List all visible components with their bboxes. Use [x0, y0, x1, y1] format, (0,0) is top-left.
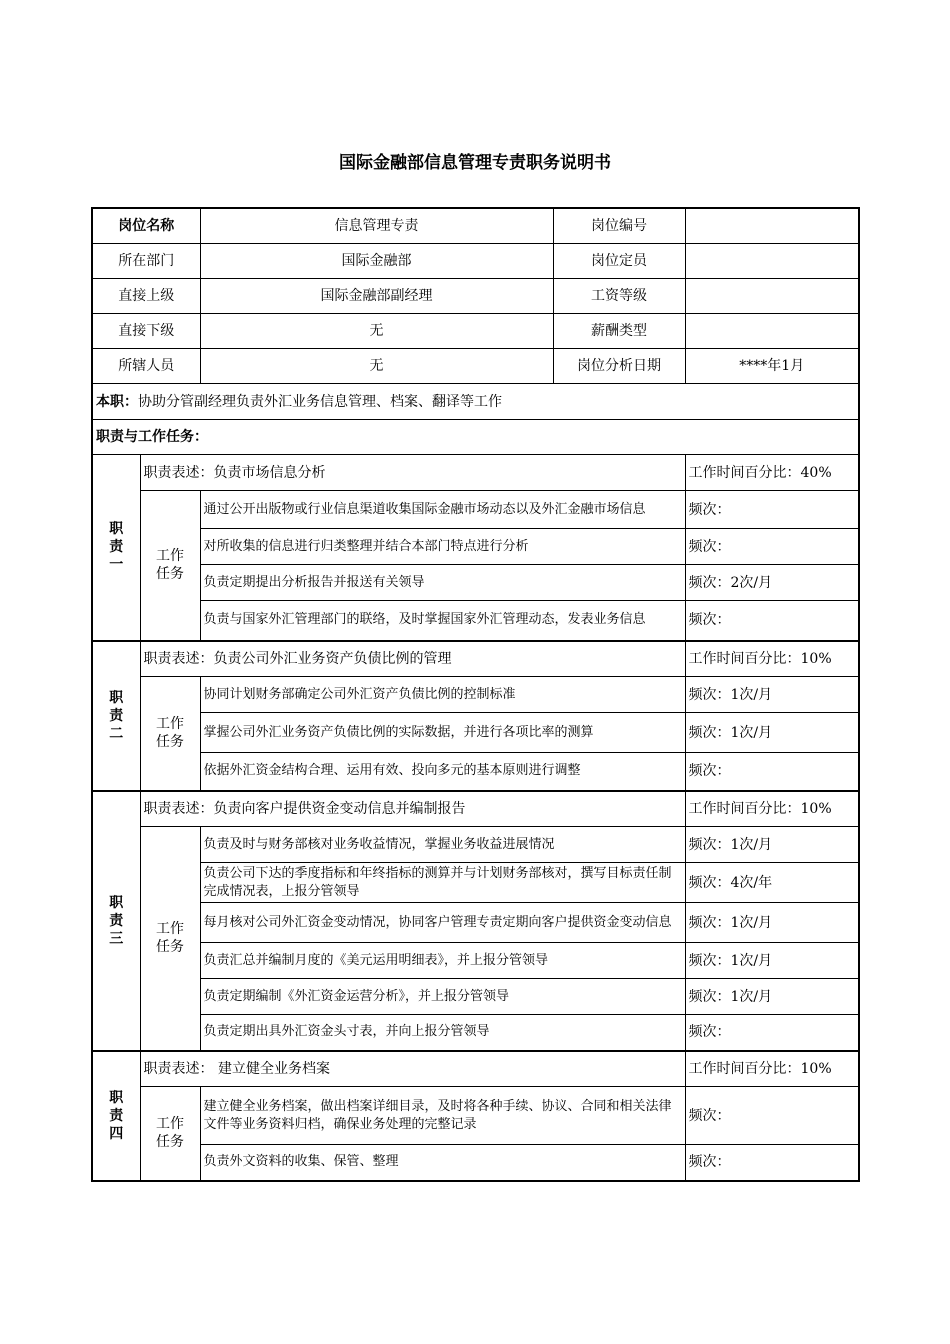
task-label-text: 工作任务	[156, 716, 184, 751]
task-text: 依据外汇资金结构合理、运用有效、投向多元的基本原则进行调整	[200, 753, 685, 791]
task-row	[92, 601, 859, 641]
task-section-label	[140, 491, 200, 641]
info-row	[92, 279, 859, 314]
task-row	[92, 753, 859, 791]
info-key: 工资等级	[553, 279, 685, 314]
info-key: 所在部门	[92, 244, 200, 279]
duty-description: 职责表述：负责公司外汇业务资产负债比例的管理	[140, 641, 685, 677]
task-frequency: 频次：1次/月	[685, 979, 859, 1015]
info-value	[685, 314, 859, 349]
task-frequency: 频次：	[685, 491, 859, 529]
task-frequency: 频次：1次/月	[685, 903, 859, 943]
benzhi-row	[92, 384, 859, 420]
task-text: 负责公司下达的季度指标和年终指标的测算并与计划财务部核对，撰写目标责任制完成情况表，上报分管领导	[200, 863, 685, 903]
task-frequency: 频次：	[685, 601, 859, 641]
task-section-label	[140, 677, 200, 791]
task-label-text: 工作任务	[156, 1116, 184, 1151]
task-row	[92, 529, 859, 565]
task-label-text: 工作任务	[156, 921, 184, 956]
info-key: 岗位名称	[92, 208, 200, 244]
benzhi-cell	[92, 384, 859, 420]
task-row	[92, 565, 859, 601]
task-section-label	[140, 827, 200, 1051]
info-value: 无	[200, 349, 553, 384]
task-text: 通过公开出版物或行业信息渠道收集国际金融市场动态以及外汇金融市场信息	[200, 491, 685, 529]
task-frequency: 频次：	[685, 1015, 859, 1051]
info-value	[685, 279, 859, 314]
task-row	[92, 1145, 859, 1181]
task-frequency: 频次：	[685, 1087, 859, 1145]
task-frequency: 频次：	[685, 753, 859, 791]
task-text: 负责定期出具外汇资金头寸表，并向上报分管领导	[200, 1015, 685, 1051]
benzhi-label: 本职：	[96, 393, 138, 410]
duty-desc-row	[92, 641, 859, 677]
duty-description: 职责表述：负责向客户提供资金变动信息并编制报告	[140, 791, 685, 827]
info-value: 无	[200, 314, 553, 349]
task-row	[92, 713, 859, 753]
info-key: 岗位编号	[553, 208, 685, 244]
task-frequency: 频次：1次/月	[685, 943, 859, 979]
task-frequency: 频次：	[685, 1145, 859, 1181]
duty-name: 职责三	[109, 894, 124, 947]
page-title: 国际金融部信息管理专责职务说明书	[339, 153, 611, 173]
duty-time-percentage: 工作时间百分比：10%	[685, 1051, 859, 1087]
duty-time-percentage: 工作时间百分比：10%	[685, 641, 859, 677]
task-text: 负责外文资料的收集、保管、整理	[200, 1145, 685, 1181]
info-row	[92, 349, 859, 384]
duty-name: 职责四	[109, 1089, 124, 1142]
task-text: 掌握公司外汇业务资产负债比例的实际数据，并进行各项比率的测算	[200, 713, 685, 753]
info-key: 直接下级	[92, 314, 200, 349]
task-row	[92, 677, 859, 713]
info-value: 国际金融部	[200, 244, 553, 279]
task-row	[92, 943, 859, 979]
duty-group-label	[92, 791, 140, 1051]
task-row	[92, 903, 859, 943]
duty-description: 职责表述：负责市场信息分析	[140, 455, 685, 491]
info-key: 所辖人员	[92, 349, 200, 384]
task-frequency: 频次：1次/月	[685, 677, 859, 713]
info-value	[685, 244, 859, 279]
duty-name: 职责二	[109, 689, 124, 742]
task-row	[92, 1015, 859, 1051]
info-value	[685, 208, 859, 244]
info-row	[92, 244, 859, 279]
task-text: 负责定期提出分析报告并报送有关领导	[200, 565, 685, 601]
task-text: 负责与国家外汇管理部门的联络，及时掌握国家外汇管理动态，发表业务信息	[200, 601, 685, 641]
task-row	[92, 491, 859, 529]
duties-header-row	[92, 420, 859, 455]
info-value: ****年1月	[685, 349, 859, 384]
info-key: 岗位定员	[553, 244, 685, 279]
info-key: 岗位分析日期	[553, 349, 685, 384]
task-frequency: 频次：	[685, 529, 859, 565]
task-text: 每月核对公司外汇资金变动情况，协同客户管理专责定期向客户提供资金变动信息	[200, 903, 685, 943]
task-text: 负责定期编制《外汇资金运营分析》，并上报分管领导	[200, 979, 685, 1015]
info-row	[92, 314, 859, 349]
task-text: 对所收集的信息进行归类整理并结合本部门特点进行分析	[200, 529, 685, 565]
info-key: 直接上级	[92, 279, 200, 314]
task-text: 负责及时与财务部核对业务收益情况，掌握业务收益进展情况	[200, 827, 685, 863]
task-text: 协同计划财务部确定公司外汇资产负债比例的控制标准	[200, 677, 685, 713]
duties-header: 职责与工作任务：	[92, 420, 859, 455]
info-value: 信息管理专责	[200, 208, 553, 244]
info-row	[92, 208, 859, 244]
task-frequency: 频次：2次/月	[685, 565, 859, 601]
job-description-table	[91, 207, 860, 1182]
duty-desc-row	[92, 455, 859, 491]
benzhi-text: 协助分管副经理负责外汇业务信息管理、档案、翻译等工作	[138, 393, 502, 410]
task-row	[92, 1087, 859, 1145]
duty-name: 职责一	[109, 521, 124, 574]
duty-desc-row	[92, 1051, 859, 1087]
task-row	[92, 863, 859, 903]
duty-group-label	[92, 641, 140, 791]
duty-desc-row	[92, 791, 859, 827]
task-label-text: 工作任务	[156, 548, 184, 583]
task-frequency: 频次：1次/月	[685, 713, 859, 753]
task-frequency: 频次：1次/月	[685, 827, 859, 863]
duty-description: 职责表述： 建立健全业务档案	[140, 1051, 685, 1087]
info-value: 国际金融部副经理	[200, 279, 553, 314]
duty-group-label	[92, 455, 140, 641]
task-row	[92, 827, 859, 863]
task-section-label	[140, 1087, 200, 1181]
task-row	[92, 979, 859, 1015]
info-key: 薪酬类型	[553, 314, 685, 349]
duty-group-label	[92, 1051, 140, 1181]
task-frequency: 频次：4次/年	[685, 863, 859, 903]
duty-time-percentage: 工作时间百分比：40%	[685, 455, 859, 491]
duty-time-percentage: 工作时间百分比：10%	[685, 791, 859, 827]
task-text: 建立健全业务档案，做出档案详细目录，及时将各种手续、协议、合同和相关法律文件等业务资料归档，确保业务处理的完整记录	[200, 1087, 685, 1145]
task-text: 负责汇总并编制月度的《美元运用明细表》，并上报分管领导	[200, 943, 685, 979]
